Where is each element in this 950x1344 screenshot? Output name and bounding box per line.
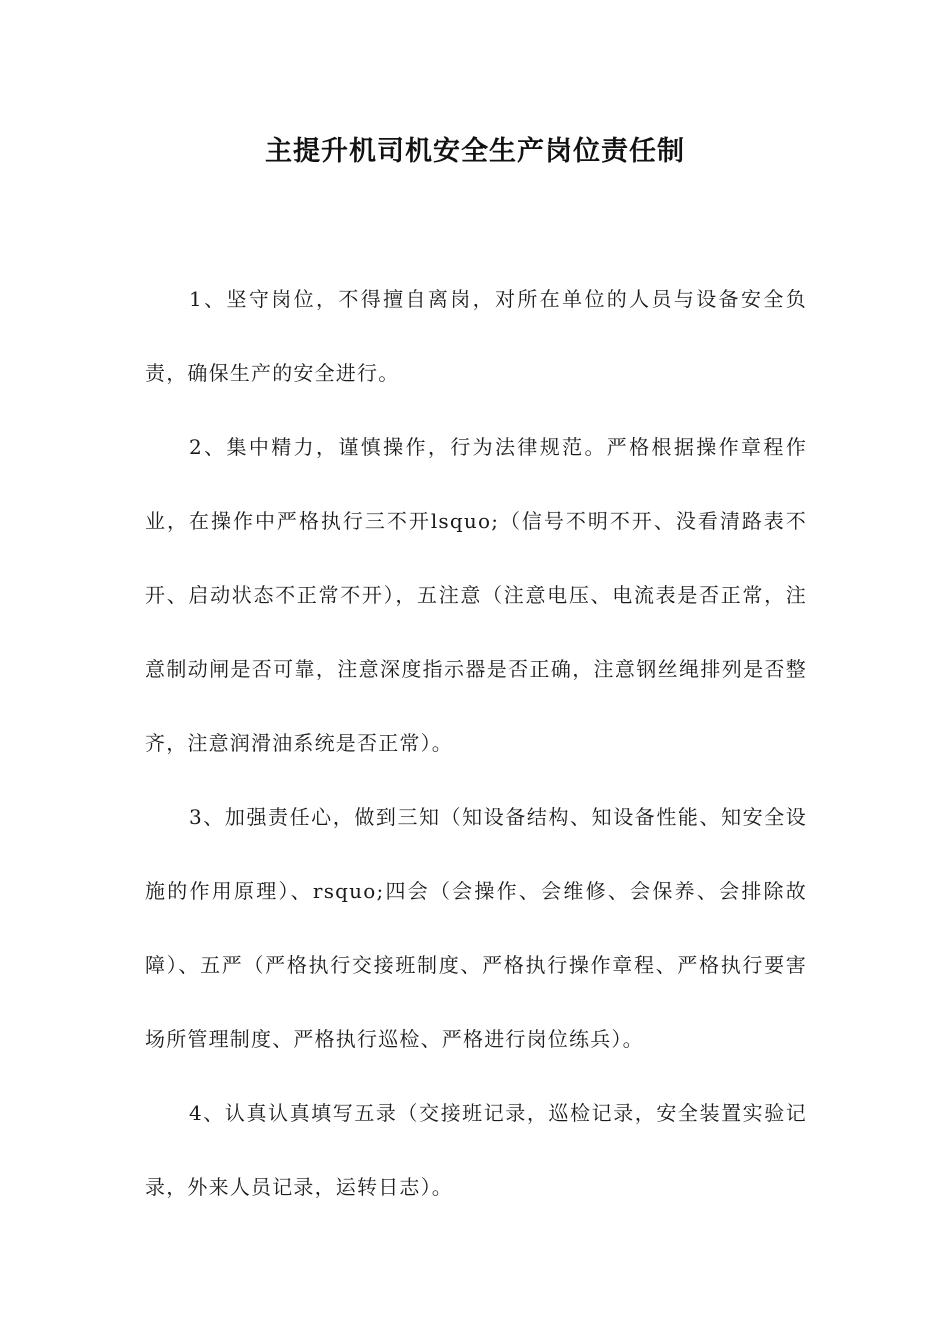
paragraph-2: 2、集中精力，谨慎操作，行为法律规范。严格根据操作章程作业，在操作中严格执行三不开lsquo;（信号不明不开、没看清路表不开、启动状态不正常不开），五注意（注意电压、电流表是否正常，注意制动闸是否可靠，注意深度指示器是否正确，注意钢丝绳排列是否整齐，注意润滑油系统是否正常）。 xyxy=(145,435,807,755)
document-body xyxy=(145,262,807,1224)
paragraph-3: 3、加强责任心，做到三知（知设备结构、知设备性能、知安全设施的作用原理）、rsquo;四会（会操作、会维修、会保养、会排除故障）、五严（严格执行交接班制度、严格执行操作章程、严格执行要害场所管理制度、严格执行巡检、严格进行岗位练兵）。 xyxy=(145,805,807,1051)
document-title: 主提升机司机安全生产岗位责任制 xyxy=(265,136,685,167)
paragraph-4: 4、认真认真填写五录（交接班记录，巡检记录，安全装置实验记录，外来人员记录，运转日志）。 xyxy=(145,1101,807,1199)
paragraph-1: 1、坚守岗位，不得擅自离岗，对所在单位的人员与设备安全负责，确保生产的安全进行。 xyxy=(145,287,807,385)
